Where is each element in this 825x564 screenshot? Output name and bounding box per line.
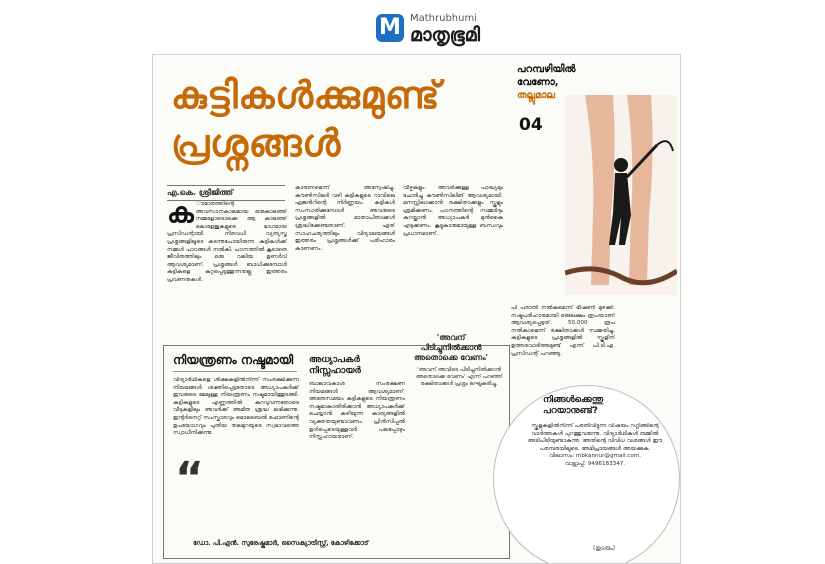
page-title [171, 71, 531, 167]
control-box-heading: നിയന്ത്രണം നഷ്ടമായി [173, 353, 294, 367]
continues-label: (തുടരും) [593, 545, 616, 552]
feedback-text [525, 423, 665, 533]
control-box-text: വിദ്യാർഥികളെ ശിക്ഷകളിൽനിന്ന് സംരക്ഷിക്കുന്ന നിയമങ്ങൾ ശക്തിപ്പെട്ടതോടെ അധ്യാപകർക്ക് ഇവരുടെ മേലുള്ള നിയന്ത്രണം നഷ്ടമായിത്തുടങ്ങി. കുട്ടികളുടെ എണ്ണത്തിൽ കുറവുവന്നതോടെ വീടുകളിലും അവർക്ക് അമിത ശ്രദ്ധ ലഭിക്കുന്നു. ഇന്റർനെറ്റ് സംസ്കാരവും മൊബൈൽ ഫോണിന്റെ ഉപയോഗവും പുതിയ തലമുറയുടെ സ്വഭാവത്തെ സ്വാധീനിക്കുന്നു. [173, 377, 299, 437]
signature: ഡോ. പി.എൻ. സുരേഷ്കുമാർ, സൈക്യാട്രിസ്റ്റ്, കോഴിക്കോട് [193, 539, 369, 547]
mathrubhumi-logo-icon: M [376, 14, 404, 42]
headline-line-1: കുട്ടികൾക്കുമുണ്ട് [171, 73, 441, 117]
feedback-heading-1: നിങ്ങൾക്കെന്തു [543, 395, 604, 405]
dropcap: ക [167, 201, 194, 229]
brand-malayalam: മാതൃഭൂമി [410, 24, 480, 46]
pull-quote-title [399, 333, 503, 363]
pull-title-1: 'അവന് [436, 333, 466, 342]
article-column-4 [511, 305, 615, 395]
feedback-body: സ്കൂളുകളിൽനിന്ന് പരതിവിട്ടുന്ന വിഷയം റഗ്ഗിങ്ങിന്റെ വാർത്തകൾ പുറത്തുവരുന്നു. വിദ്യാർഥികൾ തമ്മിൽ അടിപിടിയുണ്ടാകുന്നു. അതിന്റെ വിവിധ വശങ്ങൾ ഈ പരമ്പരയിലൂടെ. അഭിപ്രായങ്ങൾ അയക്കുക. [527, 423, 663, 452]
masthead [0, 0, 825, 52]
series-number: 04 [519, 115, 543, 135]
feedback-phone: വാട്സാപ്പ്: 9496183347. [564, 460, 626, 467]
article-column-2 [295, 185, 395, 341]
article-column-3 [403, 185, 503, 341]
teacher-heading-2: നിസ്സഹായർ [309, 366, 361, 376]
pull-title-3: അതൊക്കെ വേണം' [413, 353, 489, 362]
feedback-heading [543, 395, 653, 417]
series-line-3: തല്ലുമാല [517, 90, 555, 101]
article-column-3-text: വീഴ്ചകളും. അവർക്കുള്ള പാദ്ധ്യമും ചോദിച്ചു കൗൺസിലിങ് ആവശ്യമായി. മനസ്സിലാക്കാൻ രക്ഷിതാക്കളും സ്കൂളും ശ്രമിക്കണം. പഠനത്തിന്റെ സമ്മർദ്ദം കുറയ്ക്കാൻ അധ്യാപകർ മുൻകൈ എടുക്കണം. കൂട്ടുകാരുമായുള്ള ബന്ധവും പ്രധാനമാണ്. [403, 185, 503, 237]
article-column-1 [167, 201, 287, 341]
newspaper-page [152, 54, 681, 564]
quote-icon: “ [175, 453, 204, 504]
headline-line-2: പ്രശ്നങ്ങൾ [171, 121, 341, 165]
byline: എ.കെ. ശ്രീജിത്ത് [167, 185, 285, 201]
pull-quote-text: 'അവന് അവിടെ പിടിച്ചുനിൽക്കാൻ അതൊക്കെ വേണം' എന്ന് പറഞ്ഞ് രക്ഷിതാക്കൾ പ്രശ്നം ലഘൂകരിച്ചു. [415, 367, 503, 387]
article-column-1-text: ൗമാരത്തിന്റെ അവസാനകാലമായ ഒരുകാലത്ത് നമ്മളോടൊക്കെ ആ കാലത്ത് കോളേജുകളുടെ ഭാഗമായ പ്രസിഡന്റായി. നിരവധി വ്യത്യസ്ത പ്രശ്നങ്ങളിലൂടെ കടന്നുപോയിരുന്ന കുട്ടികൾക്ക് നമ്മൾ പാഠങ്ങൾ നൽകി. പഠനത്തിൽ കൂടാതെ ജീവിതത്തിലും ഒരു വലിയ ഉണർവ് ആവശ്യമാണ്. പ്രശ്നങ്ങൾ ബാധിക്കുമ്പോൾ കുട്ടികളെ കുറ്റപ്പെടുത്തുന്നതല്ല ഇത്തരം പ്രവണതകൾ. [167, 201, 287, 283]
article-column-4-text: പി പരാതി നൽകുമെന്ന് ഭീഷണി മുഴക്കി. നഷ്ടപരിഹാരമായി ഒരുലക്ഷം രൂപയാണ് ആവശ്യപ്പെട്ടത്. 50,000 രൂപ നൽകാമെന്ന് രക്ഷിതാക്കൾ സമ്മതിച്ചു. കുട്ടികളുടെ പ്രശ്നങ്ങളിൽ സ്കൂളിന് ഉത്തരവാദിത്തമുണ്ട് എന്ന് പി.ടി.എ. പ്രസിഡന്റ് പറഞ്ഞു. [511, 305, 615, 357]
series-line-1: പറമ്പഴിയിൽ [517, 64, 576, 75]
feedback-email: വിലാസം: mbkannur@gmail.com. [548, 453, 642, 460]
teacher-text: ബാലാവകാശ സംരക്ഷണ നിയമങ്ങൾ ആവശ്യമാണ്. അതേസമയം കുട്ടികളുടെ നിയന്ത്രണം നഷ്ടമാകാതിരിക്കാൻ അധ്യാപകർക്ക് ചെയ്യാൻ കഴിയുന്ന കാര്യങ്ങളിൽ വ്യക്തതയുണ്ടാവണം. പ്രിൻസിപ്പൽ ഉൾപ്പെടെയുള്ളവർ പലപ്പോഴും നിസ്സഹായരാണ്. [309, 381, 405, 441]
control-box-rule [173, 371, 297, 372]
teacher-heading [309, 355, 389, 377]
feedback-heading-2: പറയാനുണ്ട്? [543, 406, 598, 416]
pull-title-2: പിടിച്ചുനിൽക്കാൻ [420, 343, 482, 352]
illustration-legs-silhouette-icon [565, 95, 677, 295]
brand-english: Mathrubhumi [410, 13, 478, 24]
article-column-2-text: കാരണമെന്ന് അന്വേഷിച്ചു. കൗൺസിലർ വഴി കുട്ടികളുടെ റാവിലെ ഏജൻറിന്റെ നിർണ്ണയം. കുട്ടികൾ സംസാരിക്കുമ്പോൾ അവരുടെ പ്രശ്നങ്ങളിൽ മാതാപിതാക്കൾ ശ്രദ്ധിക്കേണ്ടതാണ്. ഏത് സാഹചര്യത്തിലും വിദ്യാലയങ്ങൾ ഇത്തരം പ്രശ്നങ്ങൾക്ക് പരിഹാരം കാണണം. [295, 185, 395, 252]
series-line-2: വേണോ, [517, 77, 559, 88]
teacher-heading-1: അധ്യാപകർ [309, 355, 360, 365]
